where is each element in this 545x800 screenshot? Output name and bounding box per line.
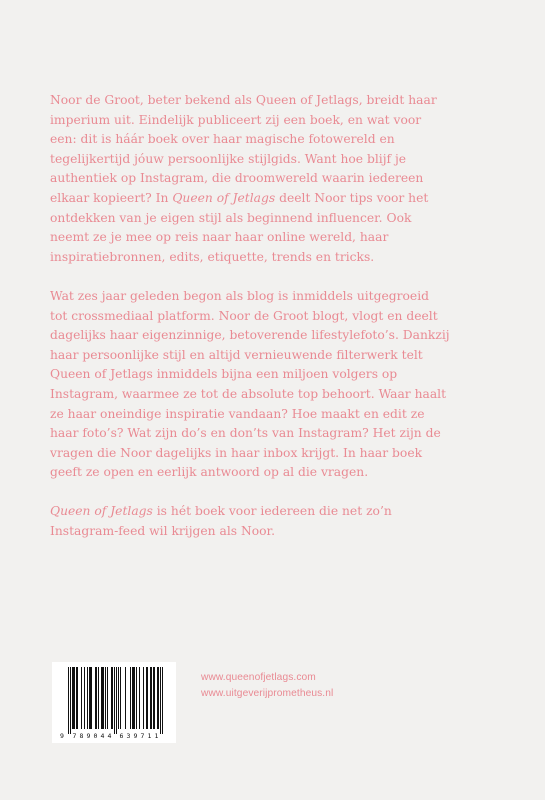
barcode-bar xyxy=(102,667,103,729)
barcode-bar xyxy=(143,667,144,729)
barcode-bar xyxy=(147,667,148,729)
barcode-bar xyxy=(68,667,69,734)
blurb-p1-run-2: deelt Noor tips voor het ontdekken van je eigen stijl als beginnend influencer. Ook neemt ze je mee op reis naar haar online wereld, haar inspiratiebronnen, edits, etiquette, trends en tricks. xyxy=(50,190,429,264)
barcode-digit: 8 xyxy=(79,732,84,740)
isbn-barcode xyxy=(52,662,176,743)
barcode-bar xyxy=(81,667,82,729)
barcode-digit: 6 xyxy=(119,732,124,740)
barcode-bar xyxy=(160,667,161,734)
barcode-bar xyxy=(76,667,77,729)
barcode-bar xyxy=(105,667,106,729)
barcode-bar xyxy=(72,667,73,729)
barcode-bar xyxy=(153,667,154,729)
barcode-bar xyxy=(101,667,102,729)
barcode-bar xyxy=(118,667,119,729)
barcode-bar xyxy=(114,667,115,734)
blurb-p3-title: Queen of Jetlags xyxy=(50,504,153,519)
barcode-bar xyxy=(74,667,75,729)
barcode-bar xyxy=(154,667,155,729)
blurb-paragraph-2: Wat zes jaar geleden begon als blog is inmiddels uitgegroeid tot crossmediaal platform. Noor de Groot blogt, vlogt en deelt dagelijks haar eigenzinnige, betoverende lifestylefoto’s. Dankzij haar persoonlijke stijl en altijd vernieuwende filterwerk telt Queen of Jetlags inmiddels bijna een miljoen volgers op Instagram, waarmee ze tot de absolute top behoort. Waar haalt ze haar oneindige inspiratie vandaan? Hoe maakt en edit ze haar foto’s? Wat zijn do’s en don’ts van Instagram? Het zijn de vragen die Noor dagelijks in haar inbox krijgt. In haar boek geeft ze open en eerlijk antwoord op al die vragen. xyxy=(50,288,450,480)
barcode-bar xyxy=(132,667,133,729)
barcode-bar xyxy=(133,667,134,729)
barcode-bar xyxy=(112,667,113,729)
blurb-p1-title: Queen of Jetlags xyxy=(172,190,276,205)
blurb-p3-run: is hét boek voor iedereen die net zo’n Instagram-feed wil krijgen als Noor. xyxy=(50,504,392,539)
barcode-digit: 1 xyxy=(147,732,152,740)
url-prometheus[interactable]: www.uitgeverijprometheus.nl xyxy=(201,688,334,699)
barcode-digit: 4 xyxy=(100,732,105,740)
barcode-graphic xyxy=(52,662,176,743)
barcode-bar xyxy=(116,667,117,734)
barcode-digit: 7 xyxy=(140,732,145,740)
barcode-bar xyxy=(151,667,152,729)
blurb-p1-run-1: Noor de Groot, beter bekend als Queen of Jetlags, breidt haar imperium uit. Eindelijk publiceert zij een boek, en wat voor een: dit is háár boek over haar magische fotowereld en tegelijkertijd jóuw persoonlijke stijlgids. Want hoe blijf je authentiek op Instagram, die droomwereld waarin iedereen elkaar kopieert? In xyxy=(50,93,437,205)
url-queenofjetlags[interactable]: www.queenofjetlags.com xyxy=(201,672,316,683)
blurb-paragraph-3 xyxy=(50,502,450,541)
barcode-bar xyxy=(89,667,90,729)
barcode-digit: 0 xyxy=(93,732,98,740)
barcode-bar xyxy=(84,667,85,729)
barcode-bar xyxy=(125,667,126,729)
barcode-digit: 1 xyxy=(154,732,159,740)
barcode-digit: 3 xyxy=(126,732,131,740)
barcode-bar xyxy=(70,667,71,734)
barcode-bar xyxy=(162,667,163,734)
barcode-bar xyxy=(146,667,147,729)
barcode-bar xyxy=(130,667,131,729)
barcode-digit: 9 xyxy=(133,732,138,740)
website-links xyxy=(201,670,333,702)
barcode-bar xyxy=(136,667,137,729)
barcode-bar xyxy=(73,667,74,729)
barcode-bar xyxy=(95,667,96,729)
barcode-bar xyxy=(111,667,112,729)
barcode-digit: 9 xyxy=(60,732,64,740)
barcode-bar xyxy=(91,667,92,729)
barcode-bar xyxy=(134,667,135,729)
barcode-bar xyxy=(157,667,158,729)
barcode-digit: 7 xyxy=(72,732,77,740)
barcode-bar xyxy=(98,667,99,729)
barcode-digit: 4 xyxy=(107,732,112,740)
barcode-bar xyxy=(96,667,97,729)
barcode-bar xyxy=(77,667,78,729)
barcode-bar xyxy=(158,667,159,729)
barcode-digit: 9 xyxy=(86,732,91,740)
barcode-bar xyxy=(103,667,104,729)
blurb-paragraph-1 xyxy=(50,91,450,267)
back-cover-blurb xyxy=(50,91,450,561)
barcode-bar xyxy=(139,667,140,729)
barcode-bar xyxy=(120,667,121,729)
barcode-bar xyxy=(107,667,108,729)
barcode-bar xyxy=(90,667,91,729)
barcode-bar xyxy=(150,667,151,729)
barcode-bar xyxy=(87,667,88,729)
